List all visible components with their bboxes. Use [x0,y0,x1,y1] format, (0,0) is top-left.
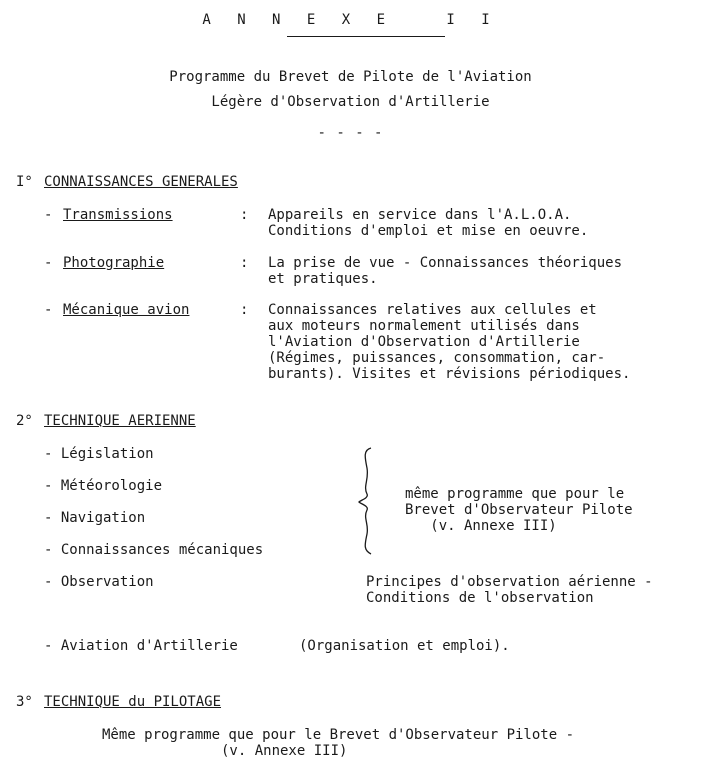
item-dash: - [44,255,53,271]
item-description: Appareils en service dans l'A.L.O.A. Conditions d'emploi et mise en oeuvre. [268,207,589,239]
document-title-line2: Légère d'Observation d'Artillerie [211,94,490,110]
curly-brace [357,446,379,556]
item-description: La prise de vue - Connaissances théoriques et pratiques. [268,255,623,287]
item-colon: : [240,207,249,223]
list-item: - Aviation d'Artillerie [44,638,238,654]
annex-heading: A N N E X E I I [202,12,499,28]
list-item: - Observation [44,574,154,590]
section-number: I° [16,174,33,190]
list-item: - Météorologie [44,478,163,494]
section-number: 3° [16,694,33,710]
title-separator: - - - - [317,125,384,141]
list-item: - Navigation [44,510,146,526]
item-colon: : [240,302,249,318]
observation-note: Principes d'observation aérienne - Conditions de l'observation [366,574,653,606]
document-title-line1: Programme du Brevet de Pilote de l'Aviation [169,69,532,85]
item-label: Mécanique avion [63,302,190,318]
bracket-note: même programme que pour le Brevet d'Observateur Pilote (v. Annexe III) [405,486,633,534]
item-label: Photographie [63,255,165,271]
section-text-line1: Même programme que pour le Brevet d'Observateur Pilote - [102,727,575,743]
item-colon: : [240,255,249,271]
section-title: CONNAISSANCES GENERALES [44,174,238,190]
list-item: - Connaissances mécaniques [44,542,264,558]
item-dash: - [44,207,53,223]
section-text-line2: (v. Annexe III) [221,743,348,759]
item-label: Transmissions [63,207,173,223]
artillery-note: (Organisation et emploi). [299,638,510,654]
item-description: Connaissances relatives aux cellules et aux moteurs normalement utilisés dans l'Aviation d'Observation d'Artillerie (Régimes, puissances, consommation, car- burants). Visites et révisions périodiques. [268,302,631,382]
list-item: - Législation [44,446,154,462]
section-title: TECHNIQUE du PILOTAGE [44,694,222,710]
annex-underline [287,36,445,37]
section-title: TECHNIQUE AERIENNE [44,413,196,429]
section-number: 2° [16,413,33,429]
item-dash: - [44,302,53,318]
